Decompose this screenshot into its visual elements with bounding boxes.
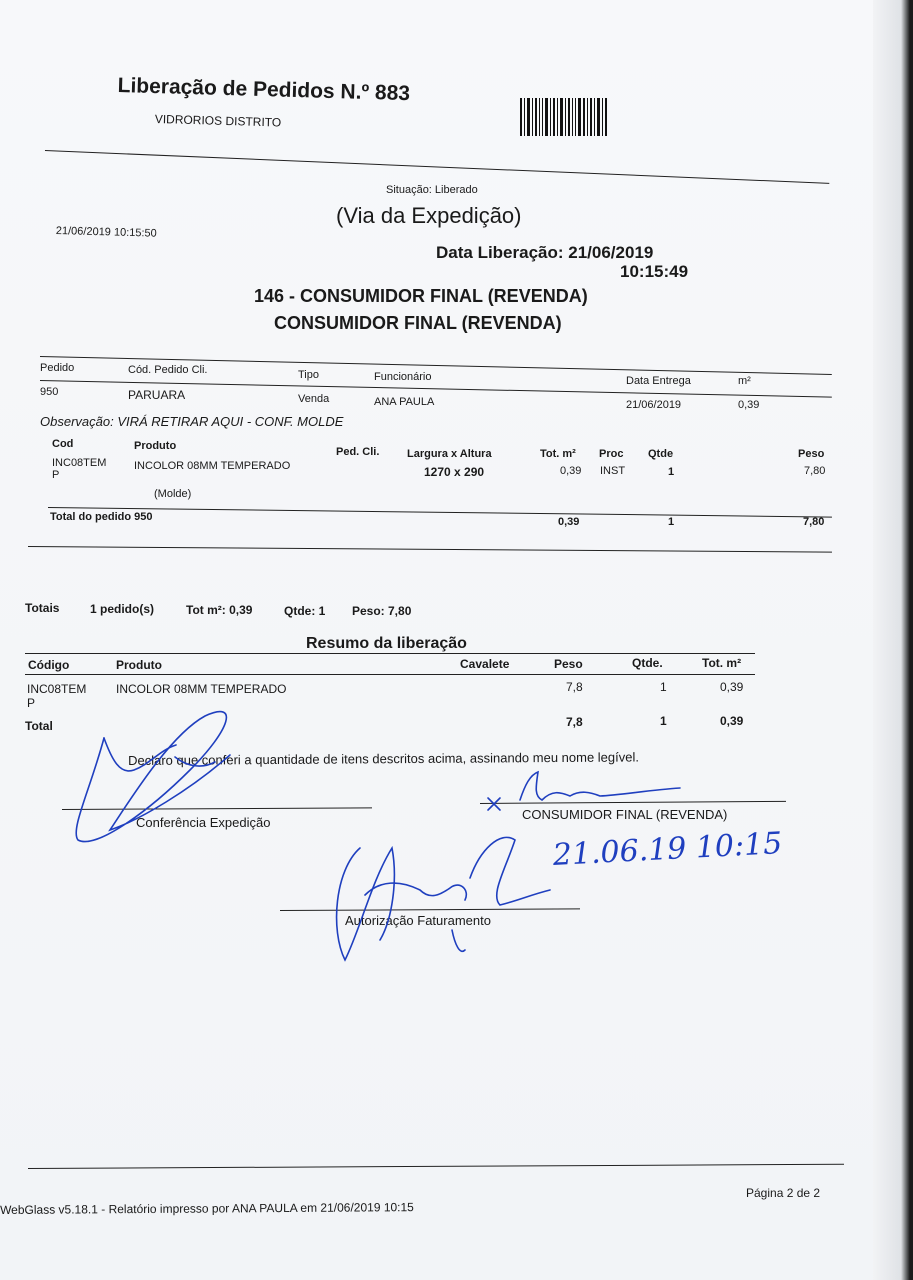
val-pedido: 950 — [40, 386, 59, 398]
release-time: 10:15:49 — [620, 262, 689, 281]
resumo-col-peso: Peso — [554, 657, 583, 671]
declaration-text: Declaro que conferi a quantidade de itens descritos acima, assinando meu nome legível. — [128, 749, 640, 768]
item-tot-m2: 0,39 — [560, 465, 582, 477]
item-nota: (Molde) — [154, 488, 192, 500]
order-total-peso: 7,80 — [803, 516, 825, 528]
val-data-entrega: 21/06/2019 — [626, 399, 682, 411]
totais-pedidos: 1 pedido(s) — [90, 602, 155, 616]
col-m2: m² — [738, 375, 751, 387]
col-cod-pedido-cli: Cód. Pedido Cli. — [128, 364, 208, 376]
item-col-cod: Cod — [52, 438, 74, 450]
item-col-qtde: Qtde — [648, 448, 674, 460]
resumo-codigo-2: P — [27, 696, 36, 710]
footer-left: WebGlass v5.18.1 - Relatório impresso por ANA PAULA em 21/06/2019 10:15 — [0, 1200, 414, 1217]
item-qtde: 1 — [668, 466, 675, 478]
item-proc: INST — [600, 465, 626, 477]
order-total-label: Total do pedido 950 — [50, 511, 153, 523]
report-title: Liberação de Pedidos N.º 883 — [117, 74, 411, 106]
resumo-total-qtde: 1 — [660, 714, 667, 728]
conferencia-label: Conferência Expedição — [136, 815, 271, 830]
handwritten-date: 21.06.19 10:15 — [552, 825, 784, 873]
totais-qtde: Qtde: 1 — [284, 604, 326, 618]
col-pedido: Pedido — [40, 362, 75, 374]
resumo-tot-m2: 0,39 — [720, 680, 744, 694]
resumo-col-codigo: Código — [28, 658, 70, 672]
via-label: (Via da Expedição) — [336, 203, 522, 228]
val-tipo: Venda — [298, 393, 330, 405]
item-cod-2: P — [52, 469, 60, 481]
item-peso: 7,80 — [804, 465, 826, 477]
item-largura-altura: 1270 x 290 — [424, 465, 485, 479]
resumo-total-label: Total — [25, 719, 53, 733]
val-funcionario: ANA PAULA — [374, 396, 435, 408]
resumo-qtde: 1 — [660, 680, 667, 694]
val-m2: 0,39 — [738, 399, 760, 411]
autorizacao-label: Autorização Faturamento — [345, 913, 491, 928]
item-cod-1: INC08TEM — [52, 457, 107, 469]
resumo-peso: 7,8 — [566, 680, 583, 694]
resumo-col-qtde: Qtde. — [632, 656, 663, 670]
item-col-produto: Produto — [134, 440, 177, 452]
resumo-col-cavalete: Cavalete — [460, 657, 510, 671]
item-col-proc: Proc — [599, 448, 624, 460]
totais-peso: Peso: 7,80 — [352, 604, 412, 618]
resumo-produto: INCOLOR 08MM TEMPERADO — [116, 682, 287, 696]
resumo-total-peso: 7,8 — [566, 715, 583, 729]
item-produto: INCOLOR 08MM TEMPERADO — [134, 460, 291, 472]
resumo-title: Resumo da liberação — [306, 635, 467, 652]
resumo-col-produto: Produto — [116, 658, 162, 672]
col-funcionario: Funcionário — [374, 371, 432, 383]
cliente-label: CONSUMIDOR FINAL (REVENDA) — [522, 807, 728, 822]
release-date: Data Liberação: 21/06/2019 — [436, 243, 654, 262]
resumo-total-m2: 0,39 — [720, 714, 744, 728]
status-situacao: Situação: Liberado — [386, 184, 478, 196]
observacao: Observação: VIRÁ RETIRAR AQUI - CONF. MOLDE — [40, 414, 344, 429]
val-cod-pedido-cli: PARUARA — [128, 388, 186, 402]
totais-tot-m2: Tot m²: 0,39 — [186, 603, 253, 617]
order-total-qtde: 1 — [668, 516, 675, 528]
item-col-largura-altura: Largura x Altura — [407, 448, 492, 460]
resumo-col-tot-m2: Tot. m² — [702, 656, 742, 670]
item-col-ped-cli: Ped. Cli. — [336, 446, 380, 458]
totais-label: Totais — [25, 601, 60, 615]
client-line-2: CONSUMIDOR FINAL (REVENDA) — [274, 313, 562, 333]
resumo-codigo-1: INC08TEM — [27, 682, 87, 696]
page-number: Página 2 de 2 — [746, 1186, 821, 1200]
order-total-m2: 0,39 — [558, 516, 580, 528]
client-line-1: 146 - CONSUMIDOR FINAL (REVENDA) — [254, 286, 588, 306]
col-data-entrega: Data Entrega — [626, 375, 691, 387]
item-col-peso: Peso — [798, 448, 825, 460]
company-name: VIDRORIOS DISTRITO — [154, 112, 282, 130]
item-col-tot-m2: Tot. m² — [540, 448, 576, 460]
print-timestamp: 21/06/2019 10:15:50 — [55, 225, 157, 240]
col-tipo: Tipo — [298, 369, 319, 381]
